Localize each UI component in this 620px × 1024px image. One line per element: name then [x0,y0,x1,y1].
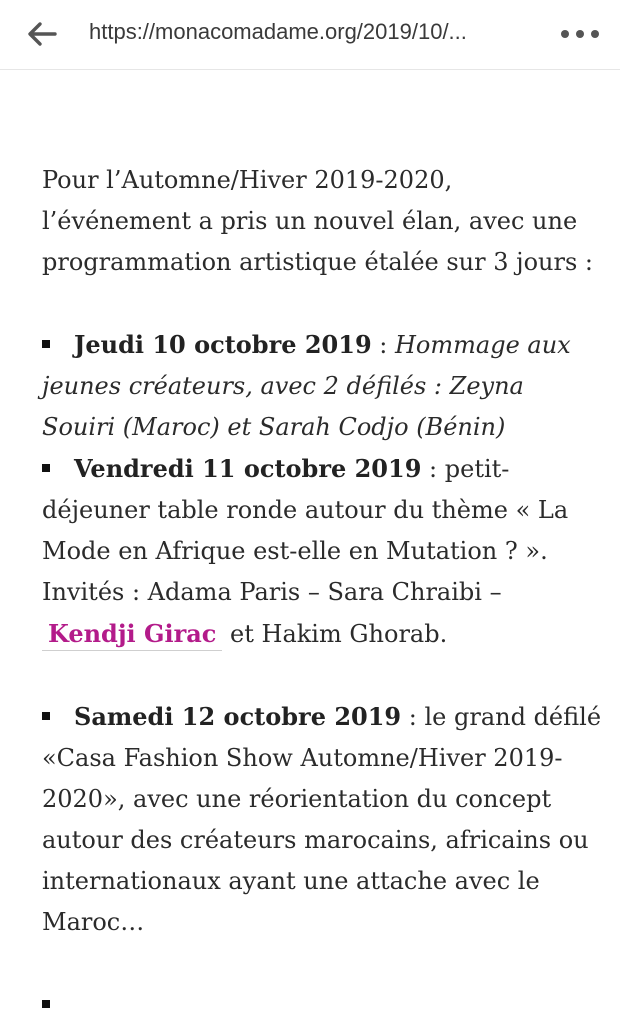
bullet-icon [42,464,50,472]
article-body [42,160,602,943]
arrow-left-icon [27,21,57,47]
list-item: Vendredi 11 octobre 2019 : petit-déjeuner table ronde autour du thème « La Mode en Afrique est-elle en Mutation ? ». Invités : Adama Paris – Sara Chraibi – Kendji Girac et Hakim Ghorab. [42,448,602,655]
address-bar[interactable]: https://monacomadame.org/2019/10/... [89,19,467,44]
bullet-icon [42,340,50,348]
event-date: Jeudi 10 octobre 2019 [74,330,372,359]
intro-paragraph: Pour l’Automne/Hiver 2019-2020, l’événement a pris un nouvel élan, avec une programmation artistique étalée sur 3 jours : [42,166,593,276]
bullet-icon [42,1000,50,1008]
list-item [42,996,74,1015]
list-item: Samedi 12 octobre 2019 : le grand défilé «Casa Fashion Show Automne/Hiver 2019-2020», avec une réorientation du concept autour des créateurs marocains, africains ou internationaux ayant une attache avec le Maroc… [42,702,602,936]
more-menu-button[interactable] [558,16,602,52]
event-date: Samedi 12 octobre 2019 [74,702,402,731]
more-horizontal-icon [560,29,600,39]
event-date: Vendredi 11 octobre 2019 [74,454,422,483]
event-description: Hommage aux jeunes créateurs, avec 2 défilés : Zeyna Souiri (Maroc) et Sarah Codjo (Bénin) [42,331,571,441]
list-item: Jeudi 10 octobre 2019 : Hommage aux jeunes créateurs, avec 2 défilés : Zeyna Souiri (Maroc) et Sarah Codjo (Bénin) [42,330,571,441]
browser-toolbar [0,0,620,70]
bullet-icon [42,712,50,720]
event-description: petit-déjeuner table ronde autour du thème « La Mode en Afrique est-elle en Mutation ? ». Invités : Adama Paris – Sara Chraibi – [42,455,569,606]
event-description: le grand défilé «Casa Fashion Show Automne/Hiver 2019-2020», avec une réorientation du concept autour des créateurs marocains, africains ou internationaux ayant une attache avec le Maroc… [42,703,602,936]
back-button[interactable] [22,14,62,54]
kendji-girac-link[interactable]: Kendji Girac [42,619,222,651]
